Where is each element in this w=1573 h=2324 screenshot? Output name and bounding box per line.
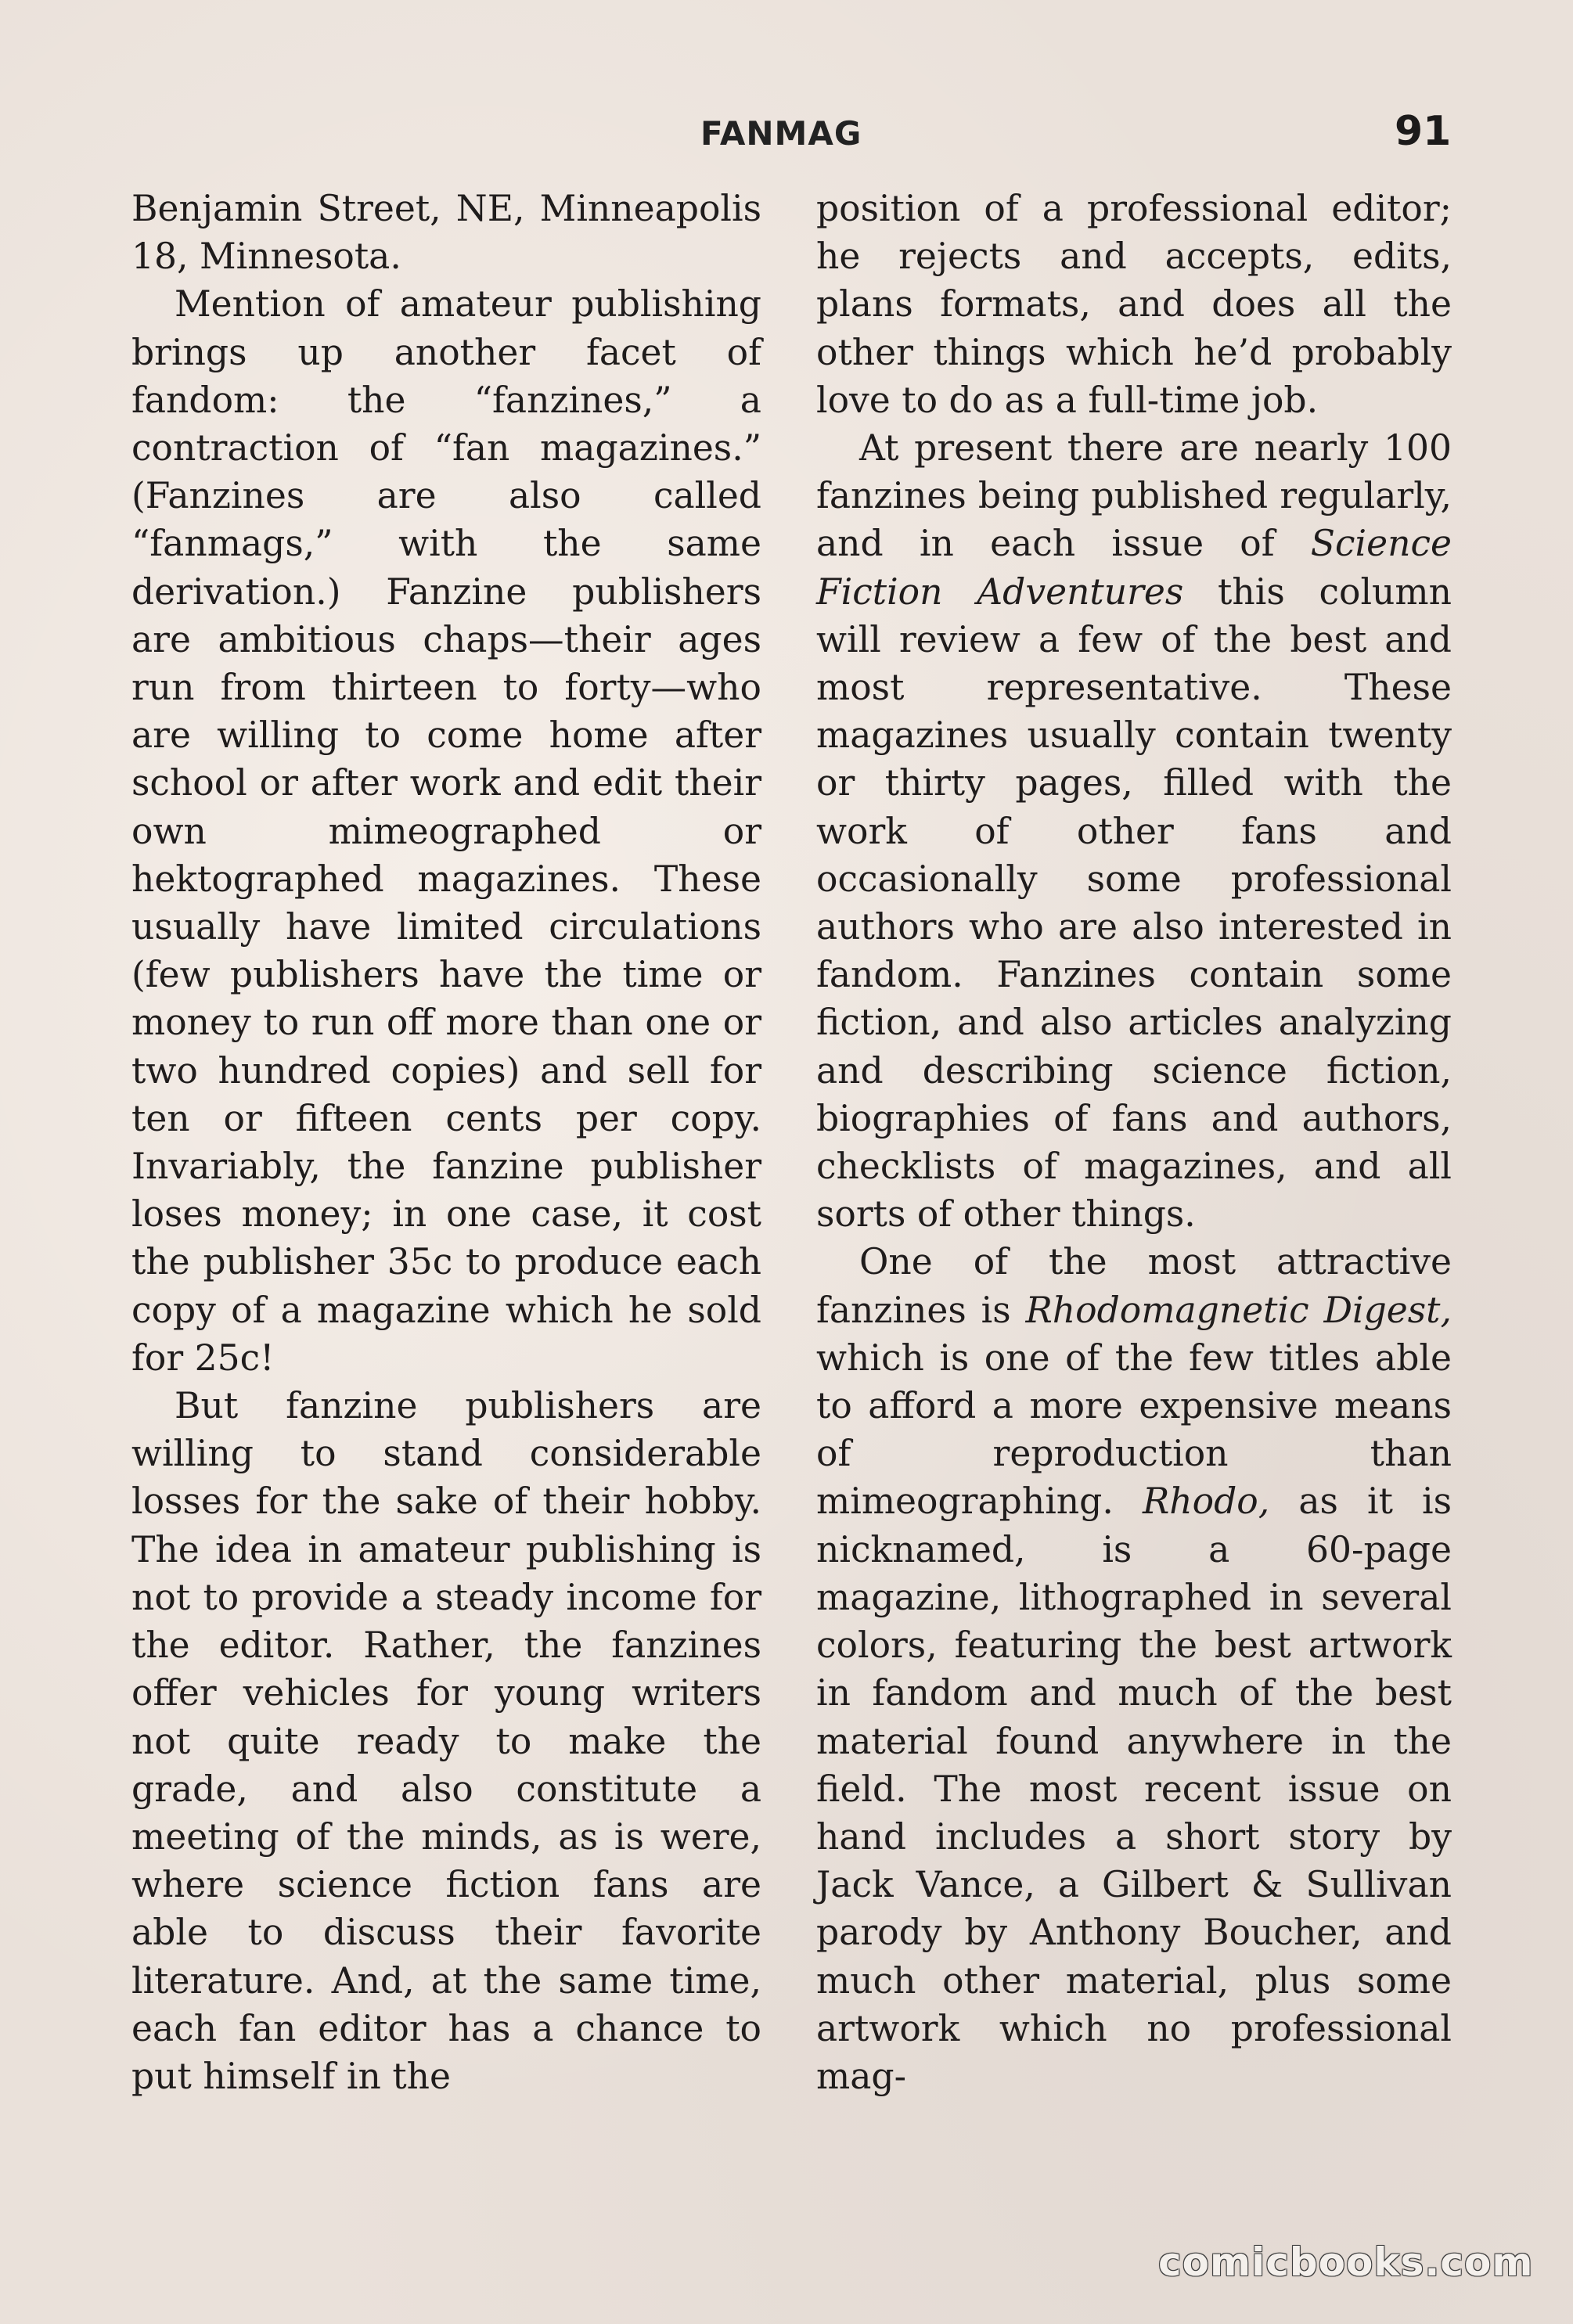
running-head: FANMAG [700, 114, 862, 153]
paragraph: Mention of amateur publishing brings up another facet of fandom: the “fanzines,” a contraction of “fan magazines.” (Fanzines are also called “fanmags,” with the same derivation.) Fanzine publishers are ambitious chaps—their ages run from thirteen to forty—who are willing to come home after school or after work and edit their own mimeographed or hektographed magazines. These usually have limited circulations (few publishers have the time or money to run off more than one or two hundred copies) and sell for ten or fifteen cents per copy. Invariably, the fanzine publisher loses money; in one case, it cost the publisher 35c to produce each copy of a magazine which he sold for 25c! [131, 283, 761, 1379]
watermark-logo: comicbooks.com [1158, 2239, 1534, 2285]
magazine-title: Science Fiction Adventures [816, 523, 1452, 613]
fanzine-nickname: Rhodo, [1142, 1480, 1270, 1523]
paragraph: position of a professional editor; he rejects and accepts, edits, plans formats, and does all the other things which he’d probably love to do as a full-time job. [816, 188, 1452, 421]
fanzine-title: Rhodomagnetic Digest, [1025, 1289, 1452, 1331]
right-column [816, 185, 1452, 2100]
page-number: 91 [1395, 108, 1452, 155]
text-run: One of the most attractive fanzines is [816, 1241, 1452, 1331]
text-run: as it is nicknamed, is a 60-page magazine, lithographed in several colors, featuring the best artwork in fandom and much of the best material found anywhere in the field. The most recent issue on hand includes a short story by Jack Vance, a Gilbert & Sullivan parody by Anthony Boucher, and much other material, plus some artwork which no professional mag- [816, 1480, 1452, 2097]
paragraph: But fanzine publishers are willing to stand considerable losses for the sake of their hobby. The idea in amateur publishing is not to provide a steady income for the editor. Rather, the fanzines offer vehicles for young writers not quite ready to make the grade, and also constitute a meeting of the minds, as is were, where science fiction fans are able to discuss their favorite literature. And, at the same time, each fan editor has a chance to put himself in the [131, 1385, 761, 2097]
text-run: this column will review a few of the best and most representative. These magazines usually contain twenty or thirty pages, filled with the work of other fans and occasionally some professional authors who are also interested in fandom. Fanzines contain some fiction, and also articles analyzing and describing science fiction, biographies of fans and authors, checklists of magazines, and all sorts of other things. [816, 570, 1452, 1236]
left-column [131, 185, 761, 2100]
paragraph [816, 1238, 1452, 2100]
text-run: which is one of the few titles able to afford a more expensive means of reproduction than mimeographing. [816, 1336, 1452, 1523]
page-header [0, 108, 1573, 171]
text-run: At present there are nearly 100 fanzines being published regularly, and in each issue of [816, 427, 1452, 565]
paragraph [816, 424, 1452, 1238]
paragraph: Benjamin Street, NE, Minneapolis 18, Minnesota. [131, 188, 761, 278]
